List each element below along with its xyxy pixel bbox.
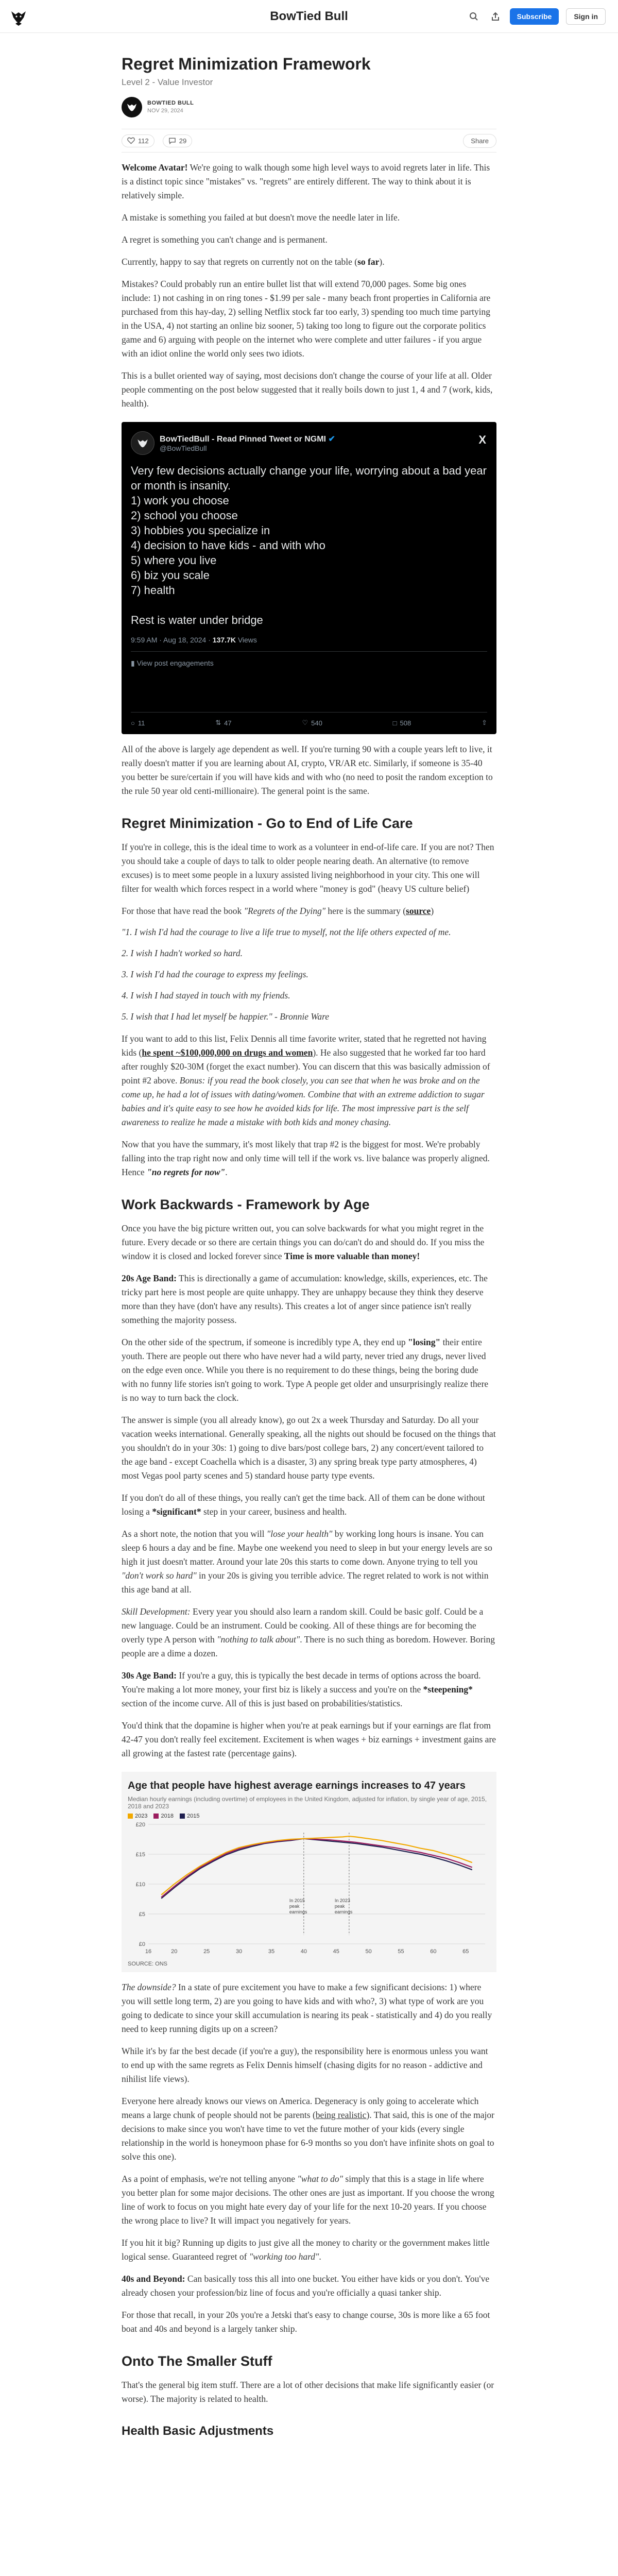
paragraph: Now that you have the summary, it's most likely that trap #2 is the biggest for most. We're probably falling into the trap right now and only time will tell if the work vs. live balance was properly aligned. Hence "no regrets for now". xyxy=(122,1139,490,1177)
tweet-text: Very few decisions actually change your life, worrying about a bad year or month is insanity. 1) work you choose 2) school you choose 3) hobbies you specialize in 4) decision to have kids - and with who 5) where you live 6) biz you scale 7) health Rest is water under bridge xyxy=(131,464,487,626)
legend-swatch-2018 xyxy=(153,1814,159,1819)
verified-badge-icon: ✔ xyxy=(328,435,335,444)
like-button[interactable] xyxy=(122,134,154,147)
like-count: 112 xyxy=(138,137,149,145)
x-tick-label: 65 xyxy=(462,1948,469,1955)
x-tick-label: 40 xyxy=(300,1948,307,1955)
bookmark-icon: □ xyxy=(392,719,397,727)
legend-swatch-2023 xyxy=(128,1814,133,1819)
paragraph: That's the general big item stuff. There are a lot of other decisions that make life significantly easier (or worse). The majority is related to health. xyxy=(122,2380,494,2404)
y-tick-label: £20 xyxy=(135,1822,145,1828)
tweet-author-name[interactable]: BowTiedBull - Read Pinned Tweet or NGMI ✔ xyxy=(160,435,335,444)
paragraph: For those that recall, in your 20s you're a Jetski that's easy to change course, 30s is more like a 65 foot boat and 40s and beyond is a largely tanker ship. xyxy=(122,2310,490,2334)
peak-annotation-label: peak xyxy=(334,1903,345,1909)
post-subtitle: Level 2 - Value Investor xyxy=(122,77,213,87)
tweet-timestamp: 9:59 AM · Aug 18, 2024 · 137.7K Views xyxy=(131,636,257,644)
legend-item-2015: 2015 xyxy=(180,1813,199,1819)
share-button[interactable]: Share xyxy=(463,134,496,148)
reply-icon: ○ xyxy=(131,719,135,727)
paragraph: 40s and Beyond: Can basically toss this all into one bucket. You either have kids or you don't. You've already chosen your profession/biz line of focus and you're officially a quasi tanker ship. xyxy=(122,2274,490,2298)
subscribe-button[interactable]: Subscribe xyxy=(510,8,559,25)
paragraph: While it's by far the best decade (if you're a guy), the responsibility here is enormous unless you want to end up with the same regrets as Felix Dennis himself (chasing digits for no reason - addictive and nihilist life views). xyxy=(122,2046,488,2084)
y-tick-label: £10 xyxy=(135,1882,145,1888)
chart-subtitle: Median hourly earnings (including overtime) of employees in the United Kingdom, adjusted for inflation, by single year of age, 2015, 2018 and 2023 xyxy=(128,1795,487,1810)
paragraph: A regret is something you can't change and is permanent. xyxy=(122,234,328,245)
paragraph: Skill Development: Every year you should also learn a random skill. Could be basic golf. Could be a new language. Could be an instrument. Could be cooking. All of these things are for becoming the overly type A person with "nothing to talk about". There is no such thing as boredom. However. Boring people are a dime a dozen. xyxy=(122,1606,495,1658)
paragraph: Once you have the big picture written out, you can solve backwards for what you might regret in the future. Every decade or so there are certain things you can do/can't do and should do. If you miss the window it is closed and locked forever since Time is more valuable than money! xyxy=(122,1223,485,1261)
x-tick-label: 20 xyxy=(171,1948,178,1955)
peak-annotation-label: peak xyxy=(289,1903,300,1909)
x-tick-label: 60 xyxy=(430,1948,437,1955)
regret-item: 4. I wish I had stayed in touch with my friends. xyxy=(122,990,290,1001)
tweet-share-icon[interactable]: ⇧ xyxy=(482,719,487,726)
tweet-author-handle[interactable]: @BowTiedBull xyxy=(160,444,207,452)
x-tick-label: 50 xyxy=(365,1948,372,1955)
section-heading: Regret Minimization - Go to End of Life Care xyxy=(122,816,413,831)
paragraph: 30s Age Band: If you're a guy, this is typically the best decade in terms of options across the board. You're making a lot more money, your first biz is likely a success and you're on the *steepening* section of the income curve. All of this is just based on probabilities/statistics. xyxy=(122,1670,481,1708)
chart-legend xyxy=(128,1813,490,1819)
paragraph: The answer is simple (you all already know), go out 2x a week Thursday and Saturday. Do all your vacation weeks international. Generally speaking, all the nights out should be focused on the things that you shouldn't do in your 30s: 1) going to dive bars/post college bars, 2) any concert/event tailored to the age band - except Coachella which is a disaster, 3) any spring break type party atmospheres, 4) most Vegas pool party scenes and 5) standard house party type events. xyxy=(122,1415,496,1481)
series-line-2015 xyxy=(161,1839,472,1899)
embedded-tweet[interactable] xyxy=(122,422,496,734)
x-tick-label: 35 xyxy=(268,1948,275,1955)
regret-item: 5. I wish that I had let myself be happier." - Bronnie Ware xyxy=(122,1011,329,1022)
y-tick-label: £15 xyxy=(135,1852,145,1858)
x-tick-label: 55 xyxy=(398,1948,404,1955)
paragraph: Currently, happy to say that regrets on currently not on the table (so far). xyxy=(122,257,385,267)
legend-item-2018: 2018 xyxy=(153,1813,173,1819)
tweet-author-avatar[interactable] xyxy=(131,431,154,455)
x-tick-label: 16 xyxy=(145,1948,152,1955)
tweet-like-button[interactable]: ♡ 540 xyxy=(302,719,322,727)
repost-icon: ⇅ xyxy=(215,719,221,726)
view-engagements-link[interactable]: ▮ View post engagements xyxy=(131,659,214,667)
paragraph: All of the above is largely age dependent as well. If you're turning 90 with a couple years left to live, it really doesn't matter if you are learning about AI, crypto, VR/AR etc. Similarly, if someone is 35-40 you better be sure/certain if you will have kids and with who (no need to posit the random exception to the rule 50 year old centi-millionaire). The general point is the same. xyxy=(122,744,493,796)
publication-title[interactable]: BowTied Bull xyxy=(270,9,348,23)
heart-icon xyxy=(127,137,135,144)
series-line-2018 xyxy=(161,1839,472,1897)
paragraph: On the other side of the spectrum, if someone is incredibly type A, they end up "losing" their entire youth. There are people out there who have never had a wild party, never tried any drugs, never lived on the edge even once. While you there is no requirement to do these things, being the boring dude with no funny life stories isn't going to work. Type A people get older and unsurprisingly realize there is no way to turn back the clock. xyxy=(122,1337,489,1403)
paragraph: 20s Age Band: This is directionally a game of accumulation: knowledge, skills, experiences, etc. The tricky part here is most people are quite unhappy. They are unhappy because they think they deserve more than they have (don't have any results). This creates a lot of anger since patience isn't really something the majority possess. xyxy=(122,1273,488,1325)
tweet-bookmark-button[interactable]: □ 508 xyxy=(392,719,411,727)
paragraph: A mistake is something you failed at but doesn't move the needle later in life. xyxy=(122,212,400,223)
author-avatar[interactable] xyxy=(122,97,142,117)
heart-icon: ♡ xyxy=(302,719,308,726)
regret-item: 3. I wish I'd had the courage to express my feelings. xyxy=(122,969,308,979)
paragraph: For those that have read the book "Regrets of the Dying" here is the summary (source) xyxy=(122,906,434,916)
post-title: Regret Minimization Framework xyxy=(122,55,371,73)
chart-title: Age that people have highest average earnings increases to 47 years xyxy=(128,1780,466,1791)
peak-annotation-label: earnings xyxy=(289,1909,307,1914)
byline xyxy=(122,97,496,117)
section-heading: Onto The Smaller Stuff xyxy=(122,2353,272,2369)
paragraph: This is a bullet oriented way of saying, most decisions don't change the course of your life at all. Older people commenting on the post below suggested that it really boils down to just 1, 4 and 7 (work, kids, health). xyxy=(122,370,493,409)
tweet-stats xyxy=(131,712,487,727)
share-icon[interactable] xyxy=(488,9,503,24)
paragraph: If you're in college, this is the ideal time to work as a volunteer in end-of-life care. If you are not? Then you should take a couple of days to talk to older people nearing death. An alternative (to remove excuses) is to meet some people in a luxury assisted living neighborhood in your city. This one will filter for wealth which forces respect in a world where "money is god" (heavy US culture belief) xyxy=(122,842,494,894)
y-tick-label: £5 xyxy=(139,1911,145,1918)
peak-annotation-label: In 2015 xyxy=(289,1897,305,1903)
search-icon[interactable] xyxy=(467,9,481,24)
comment-icon xyxy=(168,137,176,144)
top-navigation-bar xyxy=(0,0,618,33)
chart-bars-icon: ▮ xyxy=(131,659,135,667)
legend-swatch-2015 xyxy=(180,1814,185,1819)
source-link[interactable]: source xyxy=(406,906,431,916)
peak-annotation-label: earnings xyxy=(334,1909,353,1914)
x-tick-label: 45 xyxy=(333,1948,339,1955)
paragraph: If you hit it big? Running up digits to just give all the money to charity or the government makes little logical sense. Guaranteed regret of "working too hard". xyxy=(122,2238,490,2262)
post-date: NOV 29, 2024 xyxy=(147,108,183,114)
x-logo-icon[interactable]: X xyxy=(478,433,486,446)
tweet-reply-button[interactable]: ○ 11 xyxy=(131,719,145,727)
x-tick-label: 25 xyxy=(203,1948,210,1955)
post-body xyxy=(122,161,496,2440)
paragraph: The downside? In a state of pure excitement you have to make a few significant decisions: 1) where you will settle long term, 2) are you going to have kids and with who?, 3) what type of work are you going to dedicate to since your skill accumulation is nearing its peak - statistically and 4) do you really need to keep running digits up on a screen? xyxy=(122,1982,492,2034)
paragraph: If you don't do all of these things, you really can't get the time back. All of them can be done without losing a *significant* step in your career, business and health. xyxy=(122,1493,485,1517)
regret-item: "1. I wish I'd had the courage to live a life true to myself, not the life others expected of me. xyxy=(122,927,451,937)
y-tick-label: £0 xyxy=(139,1941,145,1947)
series-line-2023 xyxy=(161,1836,472,1895)
chart-source: SOURCE: ONS xyxy=(128,1961,168,1967)
post-action-bar xyxy=(122,129,496,152)
paragraph: As a short note, the notion that you will "lose your health" by working long hours is insane. You can sleep 6 hours a day and be fine. Maybe one weekend you need to sleep in but your energy levels are so high it just doesn't matter. Around your late 20s this starts to come down. Anyone trying to tell you "don't work so hard" in your 20s is giving you terrible advice. The regret related to work is not within this age band at all. xyxy=(122,1529,492,1595)
section-heading: Work Backwards - Framework by Age xyxy=(122,1197,370,1212)
comment-count: 29 xyxy=(179,137,187,145)
paragraph: Mistakes? Could probably run an entire bullet list that will extend 70,000 pages. Some big ones include: 1) not cashing in on ring tones - $1.99 per sale - many beach front properties in California are purchased from this hay-day, 2) selling Netflix stock far too early, 3) spending too much time partying in the USA, 4) not starting an online biz sooner, 5) taking too long to figure out the corporate politics game and 6) arguing with people on the internet who were complete and utter failures - if you argue with an idiot online the world only sees two idiots. xyxy=(122,279,491,359)
paragraph: If you want to add to this list, Felix Dennis all time favorite writer, stated that he regretted not having kids (he spent ~$100,000,000 on drugs and women). He also suggested that he worked far too hard after roughly $20-30M (forget the exact number). You can discern that this was basically admission of point #2 above. Bonus: if you read the book closely, you can see that when he was broke and on the come up, he had a lot of issues with dating/women. Combine that with an extreme addiction to sugar babies and it's quite easy to see how he avoided kids for life. The most impressive part is the self awareness to realize he made a mistake with both kids and money chasing. xyxy=(122,1033,490,1127)
comments-button[interactable] xyxy=(163,134,192,147)
tweet-repost-button[interactable]: ⇅ 47 xyxy=(215,719,232,727)
legend-item-2023: 2023 xyxy=(128,1813,147,1819)
x-tick-label: 30 xyxy=(235,1948,243,1955)
paragraph: You'd think that the dopamine is higher when you're at peak earnings but if your earnings are flat from 42-47 you don't really feel excitement. Excitement is when wages + biz earnings + investment gains are all growing at the fastest rate (percentage gains). xyxy=(122,1720,496,1758)
paragraph: As a point of emphasis, we're not telling anyone "what to do" simply that this is a stage in life where you better plan for some major decisions. The other ones are just as important. If you choose the wrong line of work to focus on you might hate every day of your life for the next 10-20 years. If you choose the wrong place to live? It will impact you negatively for years. xyxy=(122,2174,494,2226)
regret-item: 2. I wish I hadn't worked so hard. xyxy=(122,948,243,958)
being-realistic-link[interactable]: being realistic xyxy=(315,2110,367,2120)
chart-plot xyxy=(128,1819,490,1957)
article xyxy=(122,54,496,2440)
earnings-chart xyxy=(122,1772,496,1972)
sign-in-button[interactable]: Sign in xyxy=(566,8,606,25)
author-name[interactable]: BOWTIED BULL xyxy=(147,100,194,106)
paragraph: Welcome Avatar! We're going to walk though some high level ways to avoid regrets later in life. This is a distinct topic since "mistakes" vs. "regrets" are entirely different. The way to think about it is relatively simple. xyxy=(122,162,490,200)
section-heading: Health Basic Adjustments xyxy=(122,2424,274,2438)
peak-annotation-label: In 2023 xyxy=(334,1897,350,1903)
paragraph: Everyone here already knows our views on America. Degeneracy is only going to accelerate which means a large chunk of people should not be parents (being realistic). That said, this is one of the major decisions to make since you won't have time to vet the future mother of your kids (every single relationship in the world is honeymoon phase for 6-9 months so you don't have infinite shots on goal to solve this one). xyxy=(122,2096,494,2162)
